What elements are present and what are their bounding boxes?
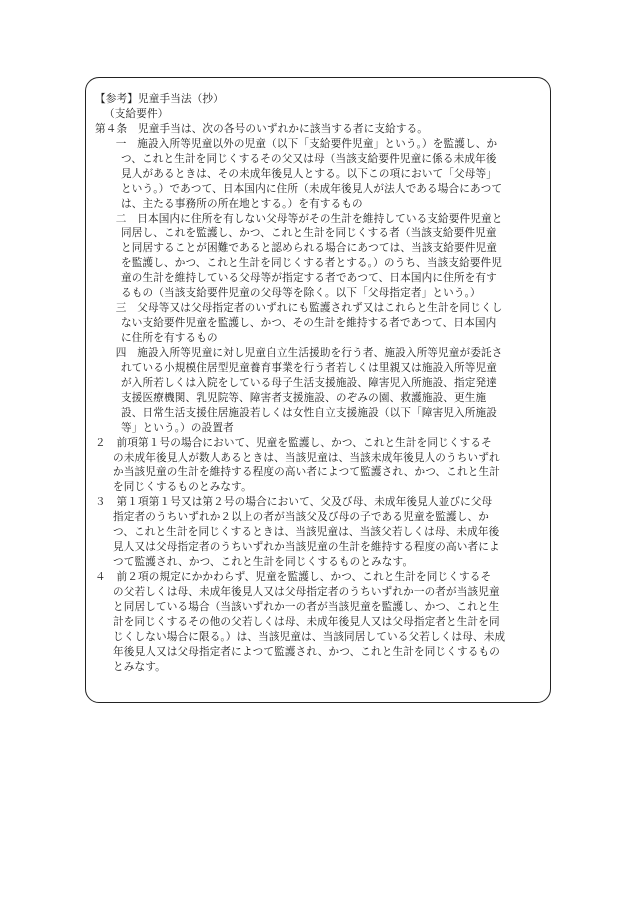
- text-line: を監護し、かつ、これと生計を同じくする者とする。）のうち、当該支給要件児: [121, 257, 503, 270]
- text-line: の未成年後見人が数人あるときは、当該児童は、当該未成年後見人のうちいずれ: [113, 451, 500, 464]
- text-line: と同居することが困難であると認められる場合にあつては、当該支給要件児童: [121, 242, 498, 255]
- text-line: ２ 前項第１号の場合において、児童を監護し、かつ、これと生計を同じくするそ: [95, 436, 492, 449]
- text-line: を同じくするものとみなす。: [113, 481, 252, 494]
- text-line: 指定者のうちいずれか２以上の者が当該父及び母の子である児童を監護し、か: [113, 511, 490, 524]
- article-text: [95, 122, 547, 675]
- text-line: 計を同じくするその他の父若しくは母、未成年後見人又は父母指定者と生計を同: [113, 615, 500, 628]
- document-heading: 【参考】児童手当法（抄）: [95, 93, 224, 105]
- text-line: るもの（当該支給要件児童の父母等を除く。以下「父母指定者」という。）: [121, 287, 481, 300]
- text-line: つ、これと生計を同じくするときは、当該児童は、当該父若しくは母、未成年後: [113, 526, 500, 539]
- text-line: つて監護され、かつ、これと生計を同じくするものとみなす。: [113, 556, 414, 569]
- text-line: に住所を有するもの: [121, 332, 218, 344]
- text-line: 支援医療機関、乳児院等、障害者支援施設、のぞみの園、救護施設、更生施: [121, 391, 487, 404]
- text-line: ない支給要件児童を監護し、かつ、その生計を維持する者であつて、日本国内: [121, 317, 497, 330]
- text-line: 四 施設入所等児童に対し児童自立生活援助を行う者、施設入所等児童が委託さ: [105, 346, 503, 359]
- text-line: 見人又は父母指定者のうちいずれか当該児童の生計を維持する程度の高い者によ: [113, 541, 500, 554]
- text-line: 童の生計を維持している父母等が指定する者であつて、日本国内に住所を有す: [121, 272, 497, 285]
- text-line: か当該児童の生計を維持する程度の高い者によつて監護され、かつ、これと生計: [113, 466, 500, 479]
- text-line: 等」という。）の設置者: [121, 421, 234, 434]
- text-line: 第４条 児童手当は、次の各号のいずれかに該当する者に支給する。: [95, 122, 429, 135]
- document-content: [95, 92, 547, 675]
- text-line: 見人があるときは、その未成年後見人とする。以下この項において「父母等」: [121, 167, 498, 180]
- text-line: 二 日本国内に住所を有しない父母等がその生計を維持している支給要件児童と: [105, 212, 503, 225]
- text-line: の父若しくは母、未成年後見人又は父母指定者のうちいずれか一の者が当該児童: [113, 585, 500, 598]
- text-line: ４ 前２項の規定にかかわらず、児童を監護し、かつ、これと生計を同じくするそ: [95, 571, 492, 583]
- text-line: 設、日常生活支援住居施設若しくは女性自立支援施設（以下「障害児入所施設: [121, 406, 498, 419]
- text-line: 一 施設入所等児童以外の児童（以下「支給要件児童」という。）を監護し、か: [105, 137, 498, 150]
- text-line: ３ 第１項第１号又は第２号の場合において、父及び母、未成年後見人並びに父母: [95, 496, 493, 509]
- text-line: とみなす。: [113, 660, 166, 673]
- text-line: は、主たる事務所の所在地とする。）を有するもの: [121, 197, 363, 210]
- text-line: じくしない場合に限る。）は、当該児童は、当該同居している父若しくは母、未成: [113, 630, 506, 643]
- text-line: 三 父母等又は父母指定者のいずれにも監護されず又はこれらと生計を同じくし: [105, 302, 503, 315]
- text-line: 同居し、これを監護し、かつ、これと生計を同じくする者（当該支給要件児童: [121, 227, 497, 240]
- text-line: が入所若しくは入院をしている母子生活支援施設、障害児入所施設、指定発達: [121, 376, 498, 389]
- text-line: つ、これと生計を同じくするその父又は母（当該支給要件児童に係る未成年後: [121, 152, 497, 165]
- text-line: という。）であつて、日本国内に住所（未成年後見人が法人である場合にあつて: [121, 182, 503, 195]
- text-line: と同居している場合（当該いずれか一の者が当該児童を監護し、かつ、これと生: [113, 600, 500, 613]
- text-line: 年後見人又は父母指定者によつて監護され、かつ、これと生計を同じくするもの: [113, 645, 500, 658]
- text-line: れている小規模住居型児童養育事業を行う者若しくは里親又は施設入所等児童: [121, 361, 498, 374]
- section-label: （支給要件）: [104, 107, 169, 120]
